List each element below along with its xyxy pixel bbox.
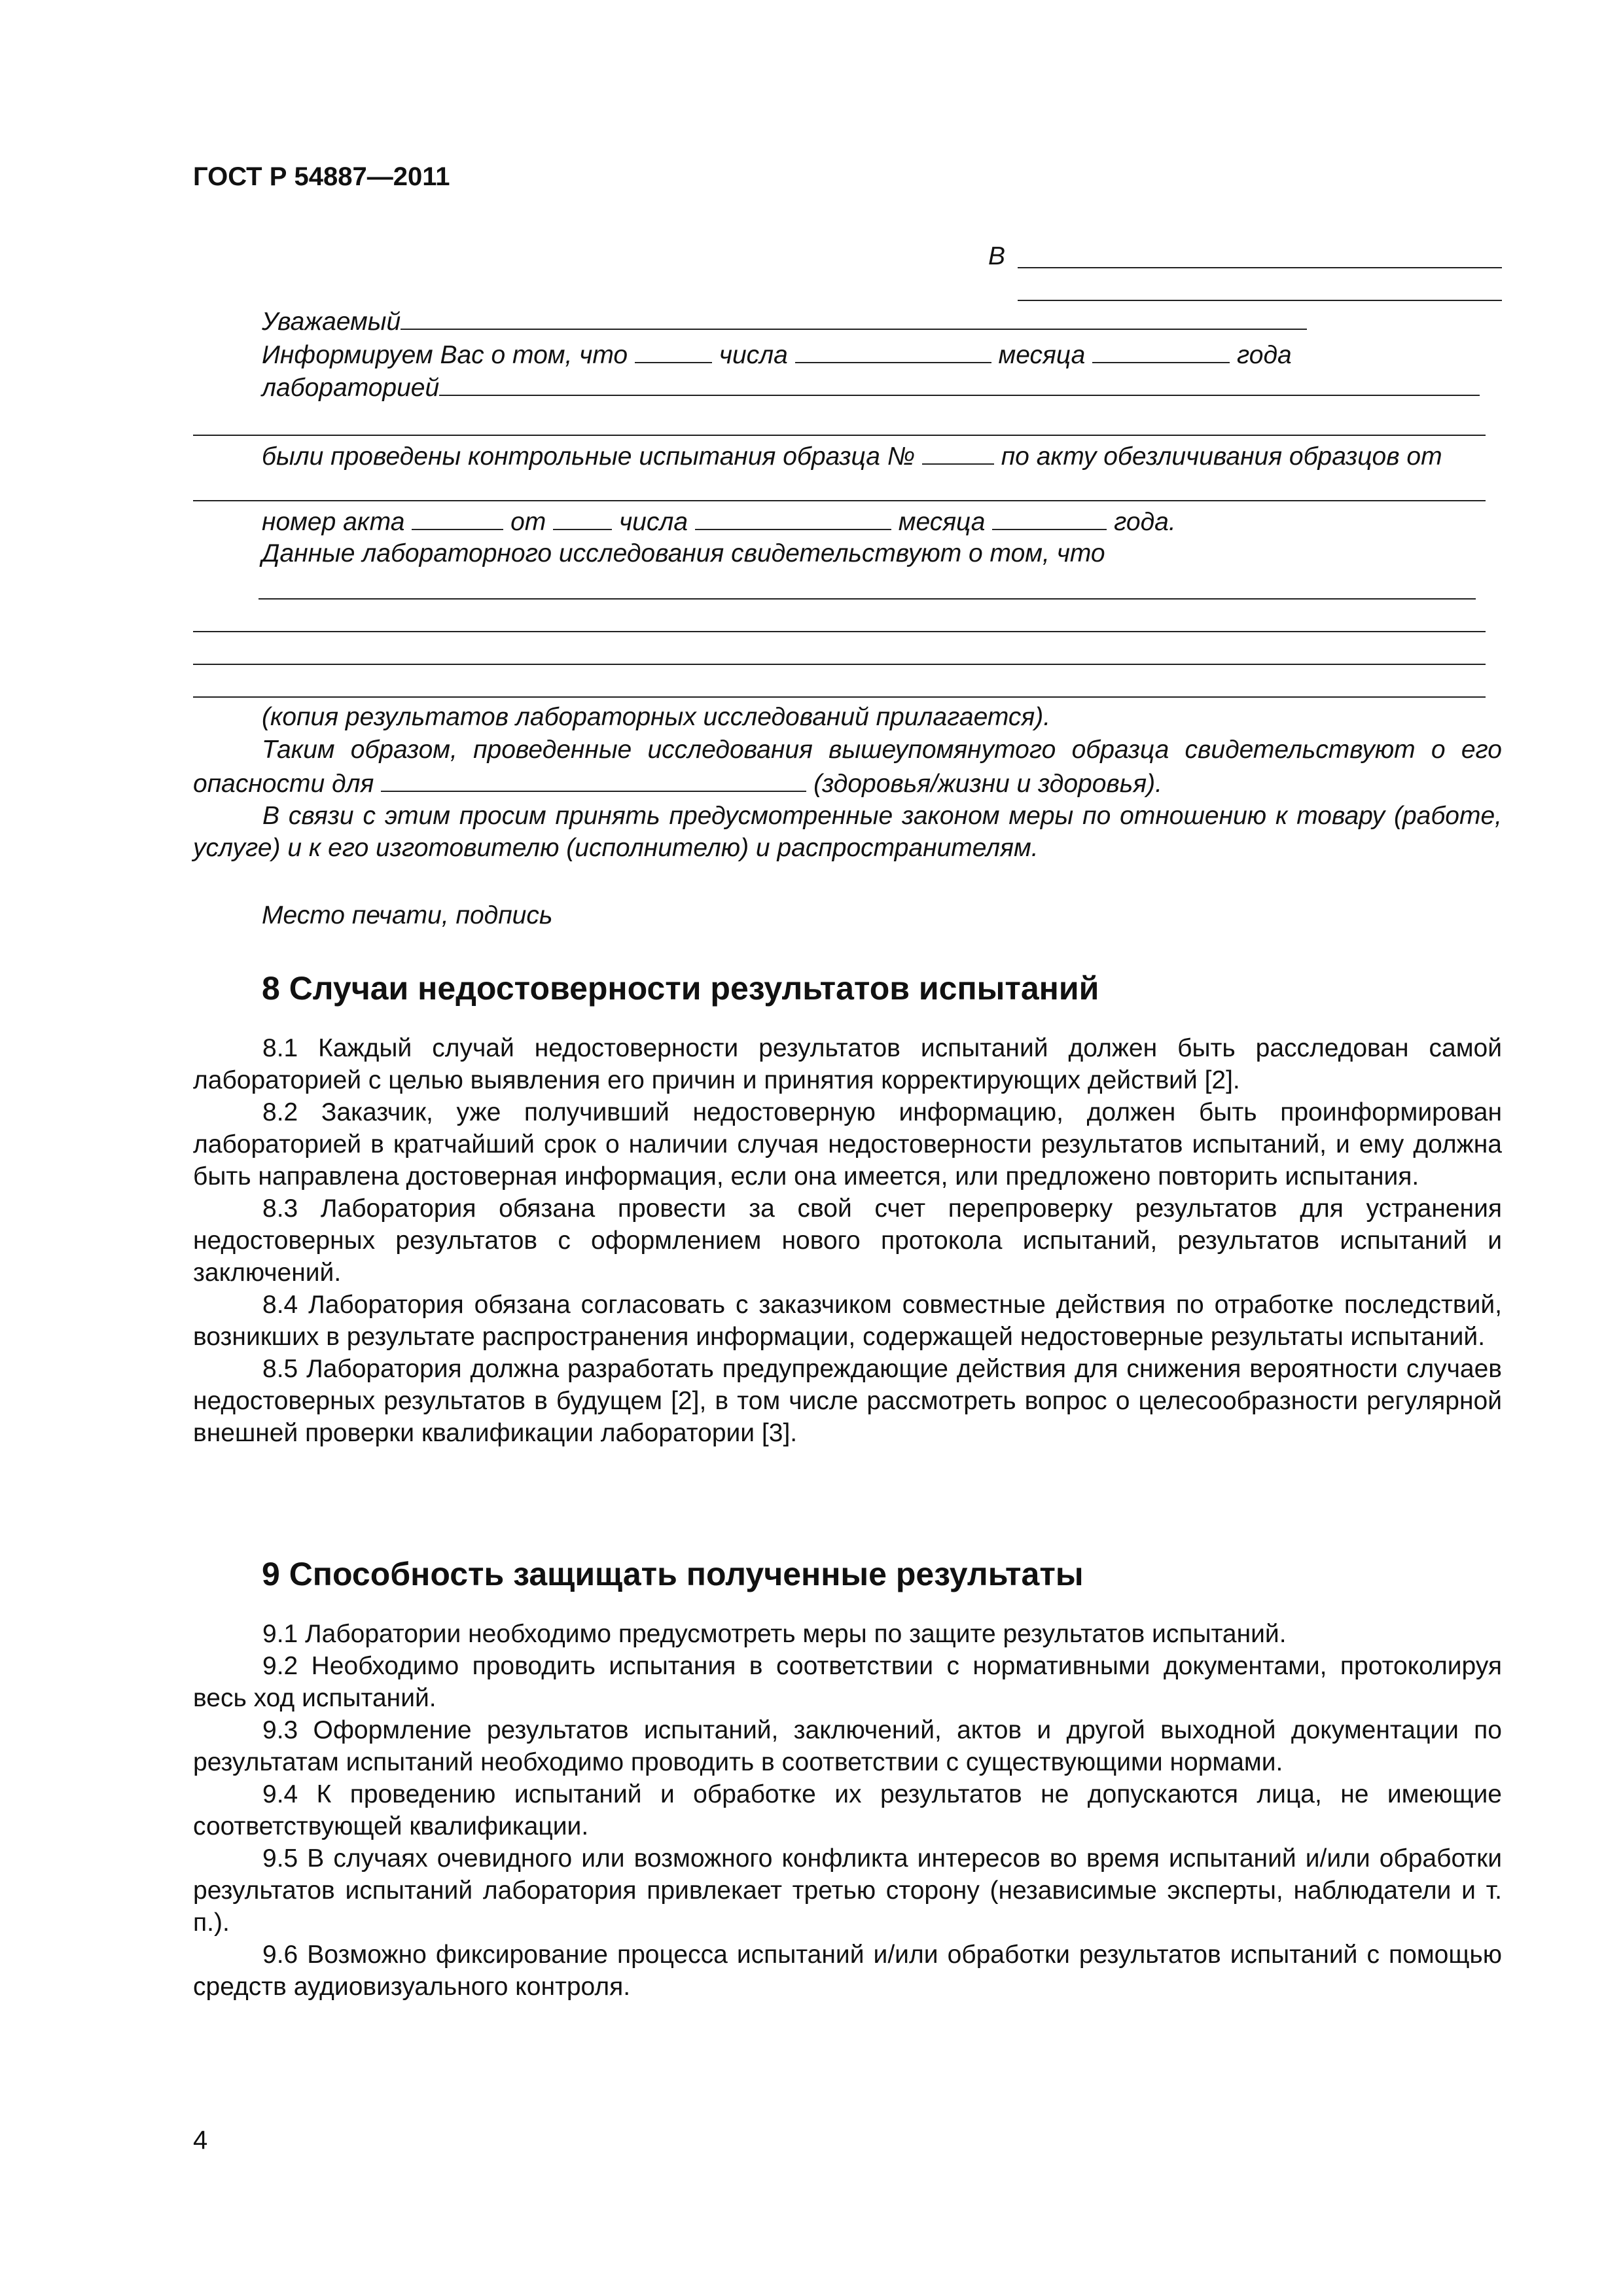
day-word-2: числа bbox=[618, 508, 688, 536]
month-word: месяца bbox=[998, 341, 1086, 369]
month-word-2: месяца bbox=[898, 508, 986, 536]
section-9-body bbox=[193, 1618, 1502, 2003]
sample-number-blank bbox=[922, 440, 994, 465]
act-number-blank bbox=[412, 505, 503, 530]
tests-done-line bbox=[262, 440, 1442, 473]
act-number-word: номер акта bbox=[262, 508, 405, 536]
thus-prefix: опасности для bbox=[193, 770, 374, 798]
para-9-2: 9.2 Необходимо проводить испытания в соответствии с нормативными документами, протоколируя весь ход испытаний. bbox=[193, 1652, 1502, 1712]
findings-blank-line-3 bbox=[193, 664, 1486, 665]
from-word: от bbox=[510, 508, 546, 536]
to-label: В bbox=[988, 242, 1006, 270]
year-blank bbox=[1092, 338, 1230, 363]
para-8-1: 8.1 Каждый случай недостоверности результатов испытаний должен быть расследован самой лабораторией с целью выявления его причин и принятия корректирующих действий [2]. bbox=[193, 1034, 1502, 1094]
to-blank-line-1 bbox=[1018, 267, 1502, 268]
lab-blank-line-2 bbox=[193, 435, 1486, 436]
month-num-blank bbox=[795, 338, 991, 363]
danger-for-blank bbox=[381, 767, 806, 792]
section-9-heading: 9 Способность защищать полученные результаты bbox=[262, 1556, 1084, 1592]
tests-done-prefix: были проведены контрольные испытания образца № bbox=[262, 442, 916, 471]
thus-line-1: Таким образом, проведенные исследования вышеупомянутого образца свидетельствуют о его bbox=[262, 736, 1502, 764]
salutation-label: Уважаемый bbox=[262, 308, 401, 336]
document-id: ГОСТ Р 54887—2011 bbox=[193, 162, 450, 191]
request-text: В связи с этим просим принять предусмотренные законом меры по отношению к товару (работе, услуге) и к его изготовителю (исполнителю) и распространителям. bbox=[193, 802, 1502, 862]
lab-blank bbox=[439, 371, 1480, 396]
salutation-blank bbox=[401, 305, 1307, 330]
thus-line-2 bbox=[193, 767, 1162, 800]
stamp-signature: Место печати, подпись bbox=[262, 901, 553, 929]
to-blank-line-2 bbox=[1018, 300, 1502, 301]
day-word: числа bbox=[719, 341, 788, 369]
findings-blank-line-4 bbox=[193, 696, 1486, 698]
data-intro: Данные лабораторного исследования свидетельствуют о том, что bbox=[262, 539, 1105, 567]
section-8-heading: 8 Случаи недостоверности результатов испытаний bbox=[262, 970, 1099, 1007]
tests-done-suffix: по акту обезличивания образцов от bbox=[1001, 442, 1442, 471]
para-8-3: 8.3 Лаборатория обязана провести за свой счет перепроверку результатов для устранения недостоверных результатов с оформлением нового протокола испытаний, результатов испытаний и заключений. bbox=[193, 1194, 1502, 1287]
para-9-1: 9.1 Лаборатории необходимо предусмотреть меры по защите результатов испытаний. bbox=[262, 1620, 1287, 1648]
request-paragraph bbox=[193, 800, 1502, 864]
inform-prefix: Информируем Вас о том, что bbox=[262, 341, 628, 369]
act-month-blank bbox=[695, 505, 891, 530]
para-9-4: 9.4 К проведению испытаний и обработке их результатов не допускаются лица, не имеющие соответствующей квалификации. bbox=[193, 1780, 1502, 1840]
page-number: 4 bbox=[193, 2126, 208, 2155]
year-word-2: года. bbox=[1114, 508, 1176, 536]
inform-line bbox=[262, 338, 1292, 371]
para-9-5: 9.5 В случаях очевидного или возможного конфликта интересов во время испытаний и/или обработки результатов испытаний лаборатория привлекает третью сторону (независимые эксперты, наблюдатели и т. п.). bbox=[193, 1844, 1502, 1937]
lab-word: лабораторией bbox=[262, 374, 440, 402]
section-8-body bbox=[193, 1032, 1502, 1449]
act-date-blank-line bbox=[193, 500, 1486, 501]
act-year-blank bbox=[992, 505, 1107, 530]
lab-line bbox=[262, 371, 1480, 404]
year-word: года bbox=[1236, 341, 1292, 369]
act-line bbox=[262, 505, 1176, 538]
para-9-6: 9.6 Возможно фиксирование процесса испытаний и/или обработки результатов испытаний с помощью средств аудиовизуального контроля. bbox=[193, 1941, 1502, 2001]
para-8-4: 8.4 Лаборатория обязана согласовать с заказчиком совместные действия по отработке последствий, возникших в результате распространения информации, содержащей недостоверные результаты испытаний. bbox=[193, 1291, 1502, 1351]
para-8-2: 8.2 Заказчик, уже получивший недостоверную информацию, должен быть проинформирован лабораторией в кратчайший срок о наличии случая недостоверности результатов испытаний, и ему должна быть направлена достоверная информация, если она имеется, или предложено повторить испытания. bbox=[193, 1098, 1502, 1191]
copy-attached: (копия результатов лабораторных исследований прилагается). bbox=[262, 703, 1051, 731]
para-9-3: 9.3 Оформление результатов испытаний, заключений, актов и другой выходной документации по результатам испытаний необходимо проводить в соответствии с существующими нормами. bbox=[193, 1716, 1502, 1776]
thus-suffix: (здоровья/жизни и здоровья). bbox=[813, 770, 1162, 798]
act-day-blank bbox=[553, 505, 612, 530]
findings-blank-line-1 bbox=[259, 598, 1476, 600]
findings-blank-line-2 bbox=[193, 631, 1486, 632]
para-8-5: 8.5 Лаборатория должна разработать предупреждающие действия для снижения вероятности случаев недостоверных результатов в будущем [2], в том числе рассмотреть вопрос о целесообразности регулярной внешней проверки квалификации лаборатории [3]. bbox=[193, 1355, 1502, 1447]
salutation bbox=[262, 305, 1307, 338]
day-blank bbox=[635, 338, 712, 363]
